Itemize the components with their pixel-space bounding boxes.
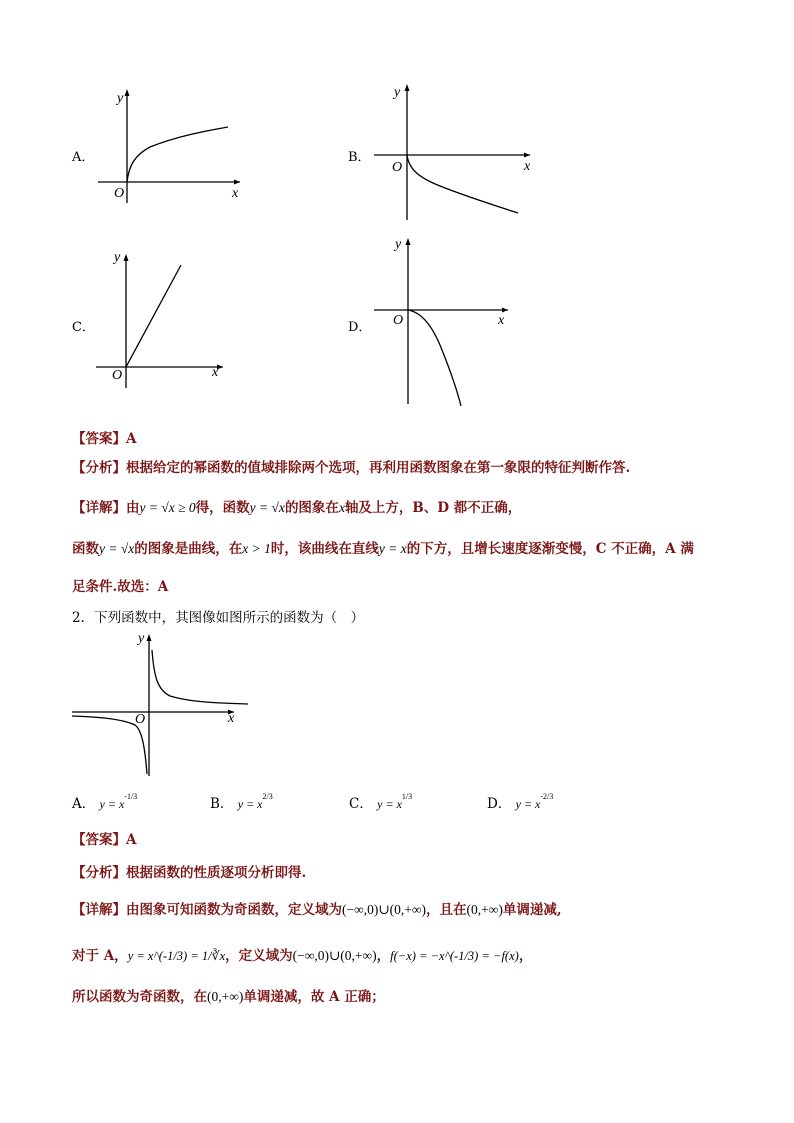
q1-detail-line3: 足条件.故选：A (72, 579, 169, 595)
q2-option-c: C． $y = x^{1/3}$ (349, 791, 413, 812)
origin-label: O (392, 160, 403, 175)
y-label: y (395, 237, 402, 252)
q2-detail-line3: 所以函数为奇函数，在(0,+∞)单调递减，故 A 正确； (72, 989, 385, 1005)
option-c-label: C． (72, 320, 95, 335)
y-label: y (138, 631, 145, 646)
x-label: x (212, 365, 219, 380)
q1-detail-line1: 【详解】由y = √x ≥ 0得，函数y = √x的图象在x轴及上方，B、D 都不正确， (72, 500, 522, 516)
y-arrow (405, 84, 410, 91)
y-label: y (117, 91, 124, 106)
graph-option-d (370, 232, 520, 412)
q2-answer: 【答案】A (72, 832, 137, 848)
y-arrow (406, 238, 411, 245)
y-label: y (114, 250, 121, 265)
q1-analysis: 【分析】根据给定的幂函数的值域排除两个选项，再利用函数图象在第一象限的特征判断作答. (72, 460, 631, 476)
option-d-label: D． (348, 320, 372, 335)
y-arrow (125, 89, 130, 96)
origin-label: O (393, 313, 404, 328)
graph-option-b (370, 80, 540, 225)
neg-parabola-curve (408, 310, 461, 406)
x-label: x (524, 159, 531, 174)
y-arrow (124, 254, 129, 261)
graph-option-a (90, 85, 250, 210)
origin-label: O (112, 368, 123, 383)
sqrt-curve (127, 127, 228, 182)
origin-label: O (114, 186, 125, 201)
q2-curve-right-branch (152, 650, 248, 704)
q2-analysis: 【分析】根据函数的性质逐项分析即得. (72, 865, 307, 881)
x-arrow (234, 180, 240, 185)
line-y-eq-x (126, 265, 181, 367)
q2-option-a: A． $y = x^{-1/3}$ (72, 791, 138, 812)
q2-option-b: B． $y = x^{2/3}$ (210, 791, 273, 812)
q1-detail-line2: 函数y = √x的图象是曲线，在x > 1时，该曲线在直线y = x的下方，且增长速度逐渐变慢，C 不正确，A 满 (72, 541, 694, 557)
q2-option-d: D． $y = x^{-2/3}$ (487, 791, 554, 812)
y-arrow (147, 634, 152, 641)
x-label: x (228, 711, 235, 726)
q2-detail-line2: 对于 A，y = x^(-1/3) = 1/∛x，定义域为(−∞,0)∪(0,+∞)，f(−x) = −x^(-1/3) = −f(x)， (72, 948, 533, 964)
option-a-label: A． (72, 150, 95, 165)
graph-option-c (90, 240, 240, 390)
neg-sqrt-curve (407, 155, 518, 213)
x-arrow (502, 308, 508, 313)
x-arrow (524, 153, 530, 158)
x-label: x (232, 186, 239, 201)
q2-stem: 2．下列函数中，其图像如图所示的函数为（ ） (72, 610, 365, 626)
x-label: x (498, 313, 505, 328)
y-label: y (394, 85, 401, 100)
q1-answer: 【答案】A (72, 431, 137, 447)
option-b-label: B． (348, 150, 371, 165)
q2-detail-line1: 【详解】由图象可知函数为奇函数，定义域为(−∞,0)∪(0,+∞)，且在(0,+∞)单调递减, (72, 902, 562, 918)
origin-label: O (135, 712, 146, 727)
q2-graph (70, 628, 250, 778)
